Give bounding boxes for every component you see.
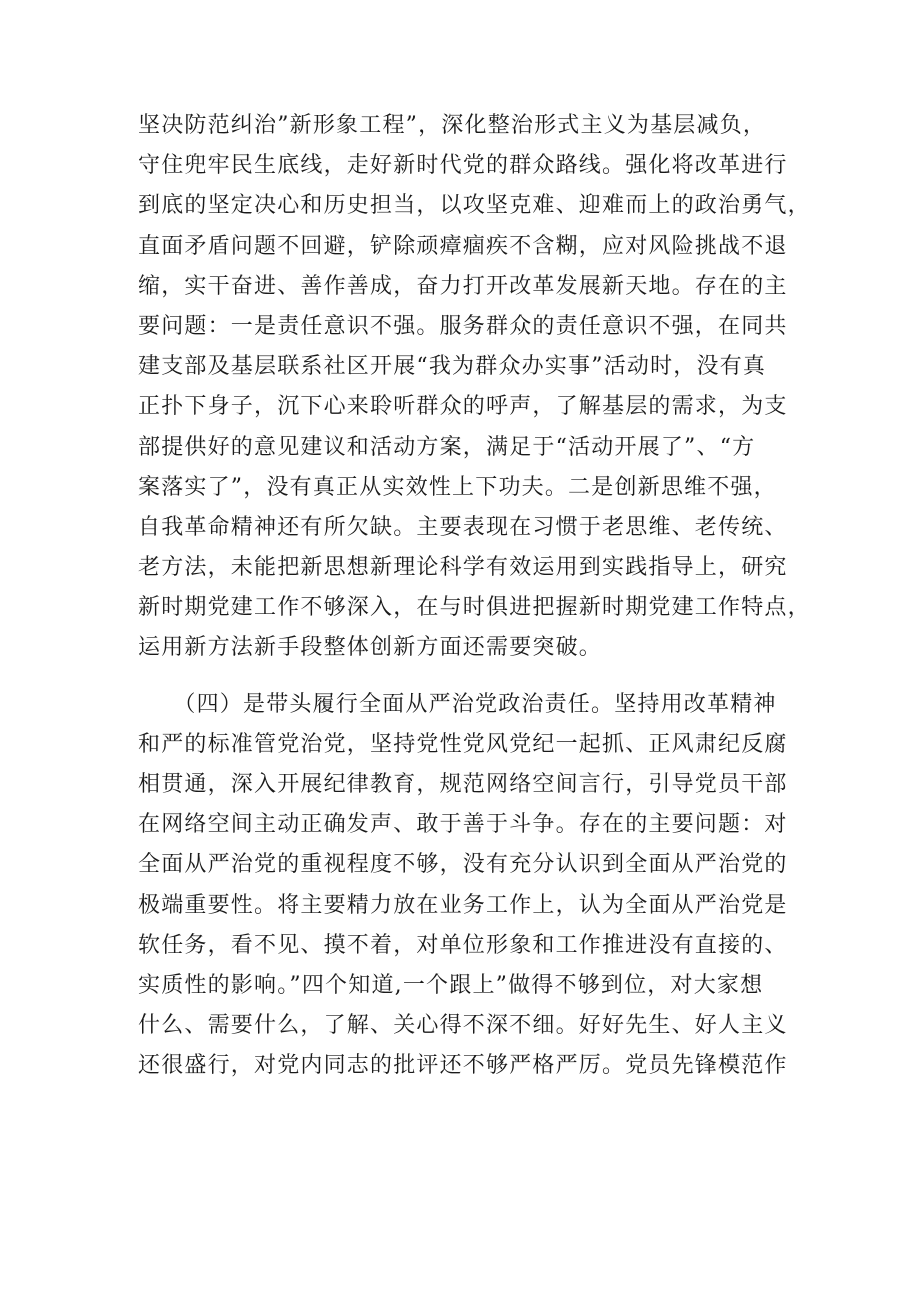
text-line: 缩，实干奋进、善作善成，奋力打开改革发展新天地。存在的主 <box>138 273 788 299</box>
text-line: 坚决防范纠治”新形象工程”，深化整治形式主义为基层减负， <box>138 113 767 138</box>
text-line: 在网络空间主动正确发声、敢于善于斗争。存在的主要问题：对 <box>138 812 788 838</box>
document-body <box>138 106 811 1087</box>
text-line: 正扑下身子，沉下心来聆听群众的呼声，了解基层的需求，为支 <box>138 394 788 420</box>
paragraph-1 <box>138 106 811 669</box>
text-line: 部提供好的意见建议和活动方案，满足于“活动开展了”、“方 <box>138 434 756 460</box>
text-line: 还很盛行，对党内同志的批评还不够严格严厉。党员先锋模范作 <box>138 1053 788 1079</box>
text-line: 建支部及基层联系社区开展“我为群众办实事”活动时，没有真 <box>138 354 767 380</box>
text-line: 要问题：一是责任意识不强。服务群众的责任意识不强，在同共 <box>138 313 788 339</box>
text-line: 直面矛盾问题不回避，铲除顽瘴痼疾不含糊，应对风险挑战不退 <box>138 233 788 259</box>
text-line: 软任务，看不见、摸不着，对单位形象和工作推进没有直接的、 <box>138 932 788 958</box>
text-line: 自我革命精神还有所欠缺。主要表现在习惯于老思维、老传统、 <box>138 514 788 540</box>
text-line: 相贯通，深入开展纪律教育，规范网络空间言行，引导党员干部 <box>138 772 788 797</box>
text-line: 什么、需要什么，了解、关心得不深不细。好好先生、好人主义 <box>138 1013 788 1039</box>
text-line: 和严的标准管党治党，坚持党性党风党纪一起抓、正风肃纪反腐 <box>138 731 788 757</box>
text-line: 老方法，未能把新思想新理论科学有效运用到实践指导上，研究 <box>138 555 788 581</box>
text-line: 到底的坚定决心和历史担当，以攻坚克难、迎难而上的政治勇气， <box>138 193 811 219</box>
text-line: 全面从严治党的重视程度不够，没有充分认识到全面从严治党的 <box>138 852 788 878</box>
text-line: 守住兜牢民生底线，走好新时代党的群众路线。强化将改革进行 <box>138 153 788 179</box>
text-line: 案落实了”，没有真正从实效性上下功夫。二是创新思维不强， <box>138 474 777 500</box>
text-line: （四）是带头履行全面从严治党政治责任。坚持用改革精神 <box>138 691 777 717</box>
text-line: 实质性的影响。”四个知道,一个跟上”做得不够到位，对大家想 <box>138 972 764 998</box>
text-line: 新时期党建工作不够深入，在与时俱进把握新时期党建工作特点， <box>138 595 811 621</box>
paragraph-2 <box>138 685 798 1087</box>
text-line: 运用新方法新手段整体创新方面还需要突破。 <box>138 635 603 661</box>
text-line: 极端重要性。将主要精力放在业务工作上，认为全面从严治党是 <box>138 892 788 918</box>
